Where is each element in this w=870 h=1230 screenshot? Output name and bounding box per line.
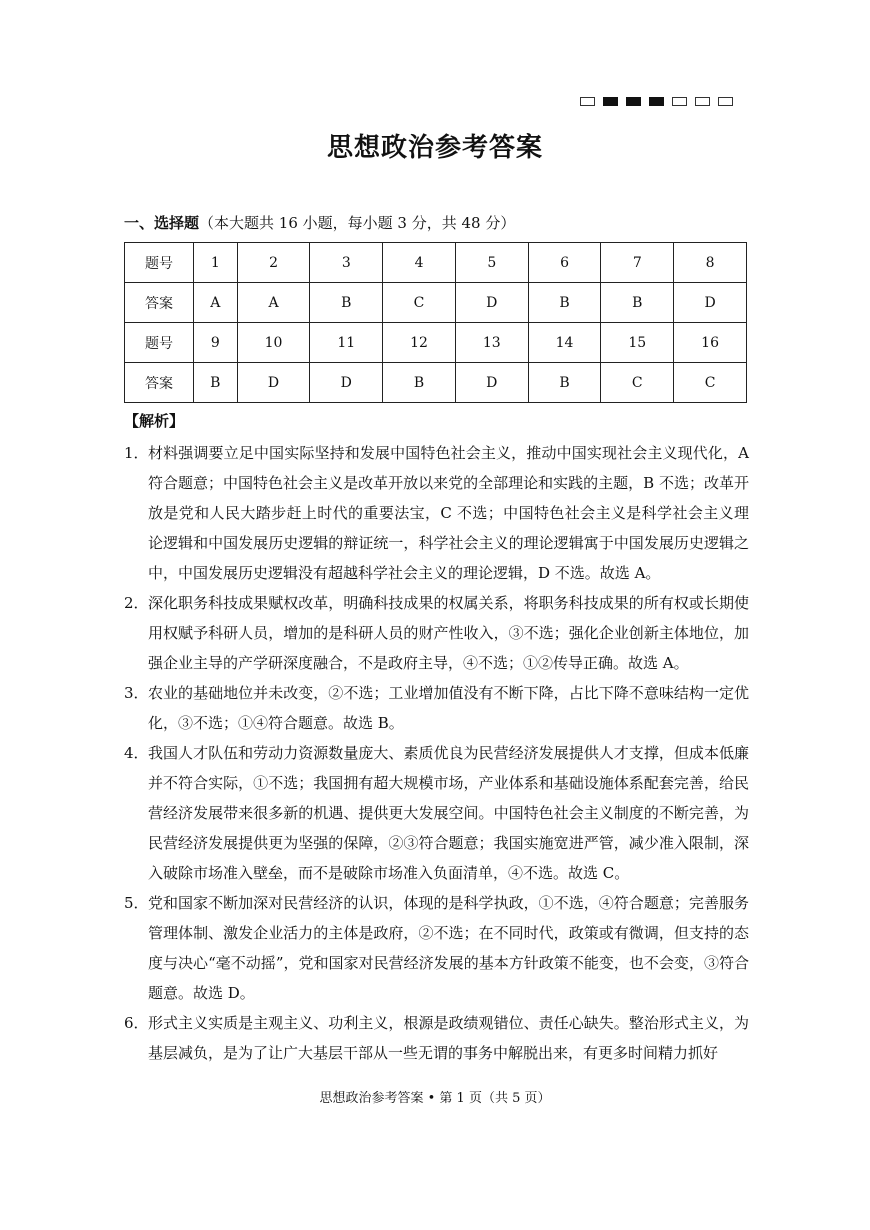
table-row xyxy=(125,243,747,283)
table-cell: 9 xyxy=(194,323,238,363)
filled-square-mark xyxy=(626,97,641,106)
table-cell: A xyxy=(194,283,238,323)
table-cell: A xyxy=(237,283,310,323)
row-header: 题号 xyxy=(125,323,194,363)
table-cell: B xyxy=(310,283,383,323)
table-cell: C xyxy=(383,283,456,323)
list-item xyxy=(124,438,749,588)
item-text: 形式主义实质是主观主义、功利主义，根源是政绩观错位、责任心缺失。整治形式主义，为基层减负，是为了让广大基层干部从一些无谓的事务中解脱出来，有更多时间精力抓好 xyxy=(148,1014,749,1062)
item-number: 1． xyxy=(124,444,149,462)
table-cell: 2 xyxy=(237,243,310,283)
list-item xyxy=(124,678,749,738)
analysis-list xyxy=(0,438,870,1068)
table-cell: B xyxy=(383,363,456,403)
table-cell: B xyxy=(601,283,674,323)
section-label: 一、选择题 xyxy=(124,214,200,232)
list-item xyxy=(124,1008,749,1068)
table-cell: 3 xyxy=(310,243,383,283)
empty-square-mark xyxy=(718,97,733,106)
table-cell: 14 xyxy=(528,323,601,363)
item-number: 3． xyxy=(124,684,149,702)
analysis-heading: 【解析】 xyxy=(124,412,185,430)
list-item xyxy=(124,888,749,1008)
table-cell: 1 xyxy=(194,243,238,283)
item-number: 2． xyxy=(124,594,149,612)
item-text: 农业的基础地位并未改变，②不选；工业增加值没有不断下降，占比下降不意味结构一定优化，③不选；①④符合题意。故选 B。 xyxy=(148,684,749,732)
row-header: 题号 xyxy=(125,243,194,283)
table-cell: 15 xyxy=(601,323,674,363)
item-text: 材料强调要立足中国实际坚持和发展中国特色社会主义，推动中国实现社会主义现代化，A 符合题意；中国特色社会主义是改革开放以来党的全部理论和实践的主题，B 不选；改革开放是党和人民大踏步赶上时代的重要法宝，C 不选；中国特色社会主义是科学社会主义理论逻辑和中国发展历史逻辑的辩证统一，科学社会主义的理论逻辑寓于中国发展历史逻辑之中，中国发展历史逻辑没有超越科学社会主义的理论逻辑，D 不选。故选 A。 xyxy=(148,444,749,582)
table-row xyxy=(125,363,747,403)
item-text: 我国人才队伍和劳动力资源数量庞大、素质优良为民营经济发展提供人才支撑，但成本低廉并不符合实际，①不选；我国拥有超大规模市场，产业体系和基础设施体系配套完善，给民营经济发展带来很多新的机遇、提供更大发展空间。中国特色社会主义制度的不断完善，为民营经济发展提供更为坚强的保障，②③符合题意；我国实施宽进严管，减少准入限制，深入破除市场准入壁垒，而不是破除市场准入负面清单，④不选。故选 C。 xyxy=(148,744,749,882)
table-cell: 10 xyxy=(237,323,310,363)
table-cell: B xyxy=(528,283,601,323)
empty-square-mark xyxy=(672,97,687,106)
page-footer: 思想政治参考答案 • 第 1 页（共 5 页） xyxy=(319,1091,551,1106)
table-cell: D xyxy=(237,363,310,403)
filled-square-mark xyxy=(603,97,618,106)
table-cell: 12 xyxy=(383,323,456,363)
list-item xyxy=(124,588,749,678)
table-cell: D xyxy=(310,363,383,403)
item-text: 深化职务科技成果赋权改革，明确科技成果的权属关系，将职务科技成果的所有权或长期使用权赋予科研人员，增加的是科研人员的财产性收入，③不选；强化企业创新主体地位，加强企业主导的产学研深度融合，不是政府主导，④不选；①②传导正确。故选 A。 xyxy=(148,594,749,672)
table-cell: D xyxy=(455,363,528,403)
row-header: 答案 xyxy=(125,363,194,403)
item-number: 4． xyxy=(124,744,149,762)
item-number: 6． xyxy=(124,1014,149,1032)
item-number: 5． xyxy=(124,894,149,912)
table-cell: 5 xyxy=(455,243,528,283)
table-cell: 4 xyxy=(383,243,456,283)
table-cell: B xyxy=(528,363,601,403)
table-cell: 7 xyxy=(601,243,674,283)
filled-square-mark xyxy=(649,97,664,106)
empty-square-mark xyxy=(580,97,595,106)
table-cell: 13 xyxy=(455,323,528,363)
table-cell: D xyxy=(674,283,747,323)
section-heading xyxy=(124,212,515,233)
item-text: 党和国家不断加深对民营经济的认识，体现的是科学执政，①不选，④符合题意；完善服务管理体制、激发企业活力的主体是政府，②不选；在不同时代，政策或有微调，但支持的态度与决心“毫不动摇”，党和国家对民营经济发展的基本方针政策不能变，也不会变，③符合题意。故选 D。 xyxy=(148,894,749,1002)
empty-square-mark xyxy=(695,97,710,106)
table-cell: 11 xyxy=(310,323,383,363)
table-cell: B xyxy=(194,363,238,403)
table-cell: C xyxy=(674,363,747,403)
table-cell: C xyxy=(601,363,674,403)
table-row xyxy=(125,283,747,323)
table-row xyxy=(125,323,747,363)
table-cell: 8 xyxy=(674,243,747,283)
answer-table xyxy=(124,242,747,403)
page-title: 思想政治参考答案 xyxy=(326,133,543,163)
table-cell: 6 xyxy=(528,243,601,283)
table-cell: D xyxy=(455,283,528,323)
header-marks xyxy=(580,97,733,106)
row-header: 答案 xyxy=(125,283,194,323)
section-note: （本大题共 16 小题，每小题 3 分，共 48 分） xyxy=(199,214,516,232)
list-item xyxy=(124,738,749,888)
table-cell: 16 xyxy=(674,323,747,363)
